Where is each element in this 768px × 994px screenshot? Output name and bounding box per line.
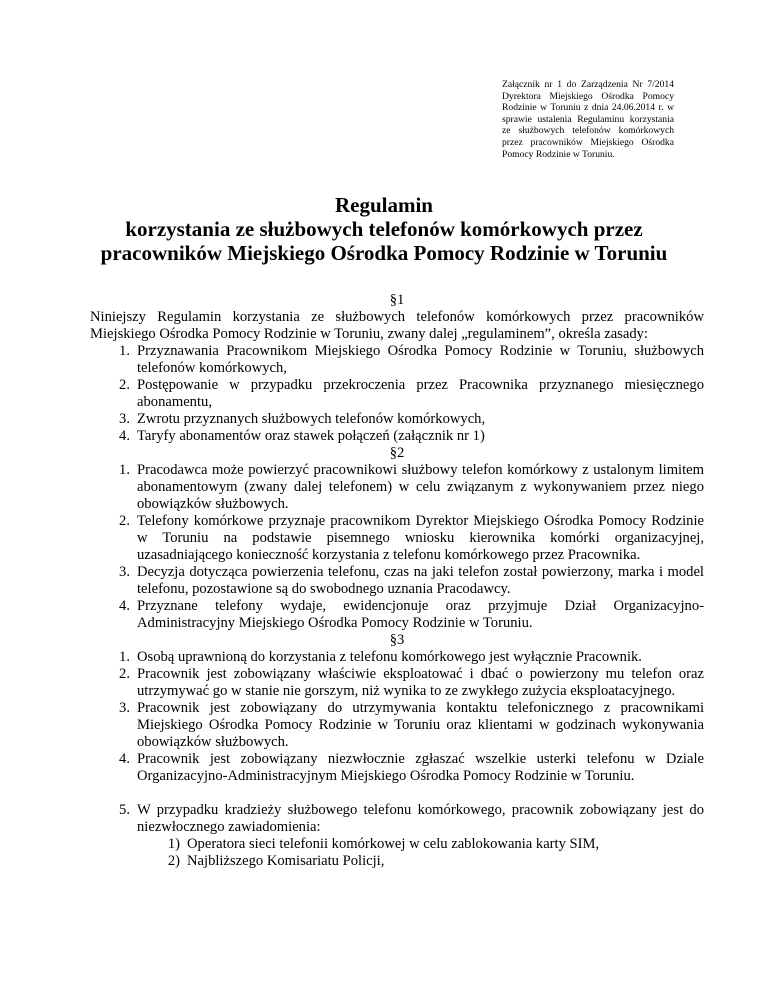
list-item: [90, 411, 704, 428]
list-item-text: Zwrotu przyznanych służbowych telefonów komórkowych,: [137, 411, 486, 427]
list-item: [90, 666, 704, 700]
list-item-number: 4.: [119, 751, 130, 767]
list-item-text: Pracownik jest zobowiązany niezwłocznie zgłaszać wszelkie usterki telefonu w Dziale Organizacyjno-Administracyjnym Miejskiego Ośrodka Pomocy Rodzinie w Toruniu.: [137, 751, 704, 784]
list-item-text: Pracownik jest zobowiązany właściwie eksploatować i dbać o powierzony mu telefon oraz utrzymywać go w stanie nie gorszym, niż wynika to ze zwykłego zużycia eksploatacyjnego.: [137, 666, 704, 699]
list-item-number: 4.: [119, 598, 130, 614]
annex-note: Załącznik nr 1 do Zarządzenia Nr 7/2014 Dyrektora Miejskiego Ośrodka Pomocy Rodzinie w Toruniu z dnia 24.06.2014 r. w sprawie ustalenia Regulaminu korzystania ze służbowych telefonów komórkowych przez pracowników Miejskiego Ośrodka Pomocy Rodzinie w Toruniu.: [502, 79, 674, 160]
list-item: [90, 343, 704, 377]
sub-list-item-text: Najbliższego Komisariatu Policji,: [187, 853, 385, 869]
list-item-text: Pracodawca może powierzyć pracownikowi służbowy telefon komórkowy z ustalonym limitem abonamentowym (zwany dalej telefonem) w celu związanym z wykonywaniem przez niego obowiązków służbowych.: [137, 462, 704, 512]
list-item-text: Przyznane telefony wydaje, ewidencjonuje oraz przyjmuje Dział Organizacyjno-Administracyjny Miejskiego Ośrodka Pomocy Rodzinie w Toruniu.: [137, 598, 704, 631]
list-item-number: 1.: [119, 462, 130, 478]
list-item-text: W przypadku kradzieży służbowego telefonu komórkowego, pracownik zobowiązany jest do niezwłocznego zawiadomienia:: [137, 802, 704, 835]
sub-list-item-text: Operatora sieci telefonii komórkowej w celu zablokowania karty SIM,: [187, 836, 600, 852]
list-item: [90, 377, 704, 411]
list-item-number: 5.: [119, 802, 130, 818]
list-item-number: 4.: [119, 428, 130, 444]
section-3-list: [90, 649, 704, 870]
list-item: [90, 513, 704, 564]
list-item-text: Osobą uprawnioną do korzystania z telefonu komórkowego jest wyłącznie Pracownik.: [137, 649, 642, 665]
sub-list-item-number: 1): [167, 836, 180, 852]
list-item-number: 1.: [119, 649, 130, 665]
section-3-heading: §3: [389, 632, 405, 648]
list-item-text: Pracownik jest zobowiązany do utrzymywania kontaktu telefonicznego z pracownikami Miejskiego Ośrodka Pomocy Rodzinie w Toruniu oraz klientami w godzinach wykonywania obowiązków służbowych.: [137, 700, 704, 750]
list-item-text: Decyzja dotycząca powierzenia telefonu, czas na jaki telefon został powierzony, marka i model telefonu, pozostawione są do swobodnego uznania Pracodawcy.: [137, 564, 704, 597]
list-item-number: 1.: [119, 343, 130, 359]
section-1-list: [90, 343, 704, 445]
list-item: [90, 462, 704, 513]
spacer: [90, 785, 704, 802]
title-line-1: Regulamin: [334, 193, 433, 217]
list-item-number: 2.: [119, 513, 130, 529]
section-2-heading: §2: [389, 445, 405, 461]
list-item: [90, 564, 704, 598]
section-1-heading: §1: [389, 292, 405, 308]
list-item: [90, 802, 704, 836]
list-item: [90, 428, 704, 445]
list-item: [90, 598, 704, 632]
list-item-number: 3.: [119, 411, 130, 427]
section-1-intro: Niniejszy Regulamin korzystania ze służbowych telefonów komórkowych przez pracowników Miejskiego Ośrodka Pomocy Rodzinie w Toruniu, zwany dalej „regulaminem”, określa zasady:: [90, 309, 704, 342]
list-item-text: Przyznawania Pracownikom Miejskiego Ośrodka Pomocy Rodzinie w Toruniu, służbowych telefonów komórkowych,: [137, 343, 704, 376]
sub-list-item: [90, 853, 704, 870]
title-line-2: korzystania ze służbowych telefonów komórkowych przez: [125, 217, 643, 241]
sub-list-item-number: 2): [167, 853, 180, 869]
list-item-number: 3.: [119, 564, 130, 580]
title-line-3: pracowników Miejskiego Ośrodka Pomocy Rodzinie w Toruniu: [100, 241, 668, 265]
section-2-list: [90, 462, 704, 632]
list-item-number: 2.: [119, 666, 130, 682]
list-item-text: Taryfy abonamentów oraz stawek połączeń (załącznik nr 1): [137, 428, 485, 444]
list-item-number: 2.: [119, 377, 130, 393]
document-title: [0, 193, 768, 265]
sub-list-item: [90, 836, 704, 853]
list-item-number: 3.: [119, 700, 130, 716]
list-item: [90, 700, 704, 751]
list-item: [90, 751, 704, 785]
document-body: [90, 292, 704, 870]
list-item: [90, 649, 704, 666]
list-item-text: Postępowanie w przypadku przekroczenia przez Pracownika przyznanego miesięcznego abonamentu,: [137, 377, 704, 410]
list-item-text: Telefony komórkowe przyznaje pracownikom Dyrektor Miejskiego Ośrodka Pomocy Rodzinie w Toruniu na podstawie pisemnego wniosku kierownika komórki organizacyjnej, uzasadniającego konieczność korzystania z telefonu komórkowego przez Pracownika.: [137, 513, 704, 563]
